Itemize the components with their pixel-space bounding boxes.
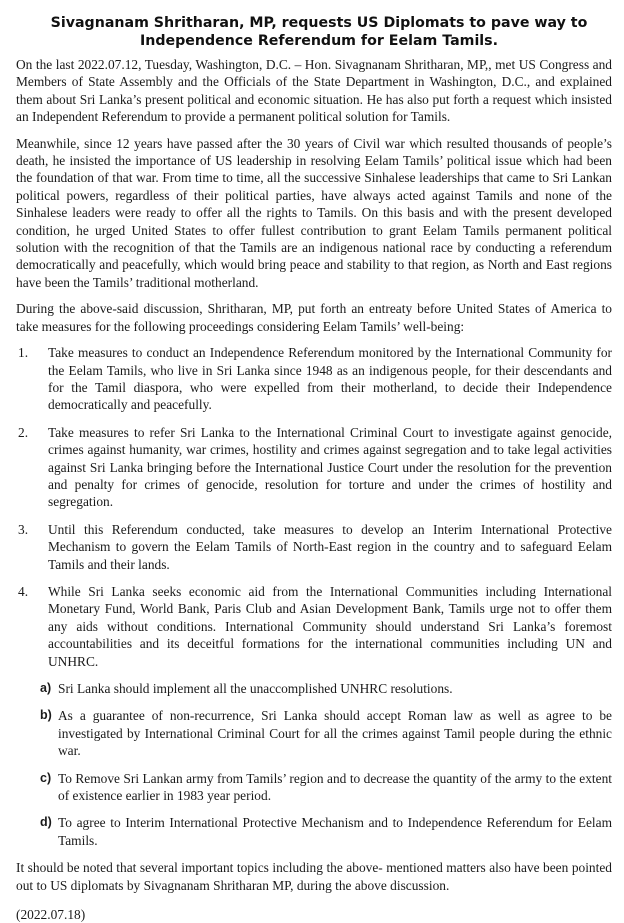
closing-paragraph: It should be noted that several important topics including the above- mentioned matters also have been pointed out to US diplomats by Sivagnanam Shritharan MP, during the above discussion. bbox=[16, 860, 612, 893]
request-item-2 bbox=[16, 424, 612, 511]
sub-item-b bbox=[16, 707, 612, 759]
item-number: 1. bbox=[18, 345, 29, 361]
title-line-1: Sivagnanam Shritharan, MP, requests US Diplomats to pave way to bbox=[50, 15, 588, 31]
item-text: Until this Referendum conducted, take measures to develop an Interim International Protective Mechanism to govern the Eelam Tamils of North-East region in the country and to safeguard Eelam Tamils and their lands. bbox=[48, 521, 612, 572]
item-number: 3. bbox=[18, 521, 29, 537]
document-date: (2022.07.18) bbox=[16, 907, 86, 923]
sub-item-a bbox=[16, 680, 612, 697]
intro-paragraph: On the last 2022.07.12, Tuesday, Washington, D.C. – Hon. Sivagnanam Shritharan, MP,, met US Congress and Members of State Assembly and the Officials of the State Department in Washington, D.C., and explained them about Sri Lanka’s present political and economic situation. He has also put forth a request which insisted an Independent Referendum to provide a permanent political solution for Tamils. bbox=[16, 57, 612, 125]
sub-item-letter: c) bbox=[40, 770, 52, 785]
title-line-2: Independence Referendum for Eelam Tamils. bbox=[139, 33, 499, 49]
item-4-body: While Sri Lanka seeks economic aid from the International Communities including International Monetary Fund, World Bank, Paris Club and Asian Development Bank, Tamils urge not to offer them any aids without conditions. International Community should understand Sri Lanka’s foremost accountabilities and its deceitful formations for the international communities including UN and UNHRC. bbox=[48, 583, 612, 669]
sub-item-letter: d) bbox=[40, 815, 52, 830]
item-text: Take measures to refer Sri Lanka to the International Criminal Court to investigate against genocide, crimes against humanity, war crimes, hostility and crimes against segregation and to take legal activities against Sri Lanka bringing before the International Justice Court under the resolution for the prevention and penalty for crimes of genocide, resolution for torture and under the crimes of hostility and segregation. bbox=[48, 424, 612, 510]
context-paragraph: Meanwhile, since 12 years have passed after the 30 years of Civil war which resulted thousands of people’s death, he insisted the importance of US leadership in resolving Eelam Tamils’ political issue which had been the foundation of that war. From time to time, all the successive Sinhalese leaderships that came to Sri Lankan political powers, regardless of their political parties, have always acted against Tamils and none of the Sinhalese leaders were ready to offer all the rights to Tamils. On this basis and with the present developed condition, he urged United States to offer fullest contribution to grant Eelam Tamils permanent political solution with the recognition of that the Tamils are an indigenous national race by conducting a referendum democratically and peacefully, which would bring peace and stability to that region, as North and East regions have been the Tamils’ traditional motherland. bbox=[16, 135, 612, 290]
sub-item-letter: b) bbox=[40, 708, 52, 723]
sub-requests-list bbox=[16, 680, 612, 849]
requests-list bbox=[16, 344, 612, 670]
document-title bbox=[16, 14, 612, 50]
request-item-4 bbox=[16, 583, 612, 670]
request-item-3 bbox=[16, 521, 612, 573]
item-text bbox=[48, 583, 612, 670]
entreaty-paragraph: During the above-said discussion, Shritharan, MP, put forth an entreaty before United States of America to take measures for the following proceedings considering Eelam Tamils’ well-being: bbox=[16, 301, 612, 334]
sub-item-text: Sri Lanka should implement all the unaccomplished UNHRC resolutions. bbox=[58, 681, 453, 696]
sub-item-text: As a guarantee of non-recurrence, Sri Lanka should accept Roman law as well as agree to be investigated by International Criminal Court for all the crimes against Tamil people during the ethnic war. bbox=[58, 708, 612, 759]
sub-item-d bbox=[16, 814, 612, 849]
item-number: 4. bbox=[18, 583, 29, 599]
sub-item-text: To Remove Sri Lankan army from Tamils’ region and to decrease the quantity of the army to the extent of existence earlier in 1983 year period. bbox=[58, 770, 612, 804]
item-number: 2. bbox=[18, 424, 29, 440]
request-item-1 bbox=[16, 344, 612, 414]
sub-item-text: To agree to Interim International Protective Mechanism and to Independence Referendum for Eelam Tamils. bbox=[58, 815, 612, 848]
sub-item-c bbox=[16, 770, 612, 805]
sub-item-letter: a) bbox=[40, 681, 52, 695]
item-text: Take measures to conduct an Independence Referendum monitored by the International Community for the Eelam Tamils, who live in Sri Lanka since 1948 as an indigenous people, for their descendants and for the Tamil diaspora, who were expelled from their motherland, to decide their Independence democratically and peacefully. bbox=[48, 345, 612, 413]
